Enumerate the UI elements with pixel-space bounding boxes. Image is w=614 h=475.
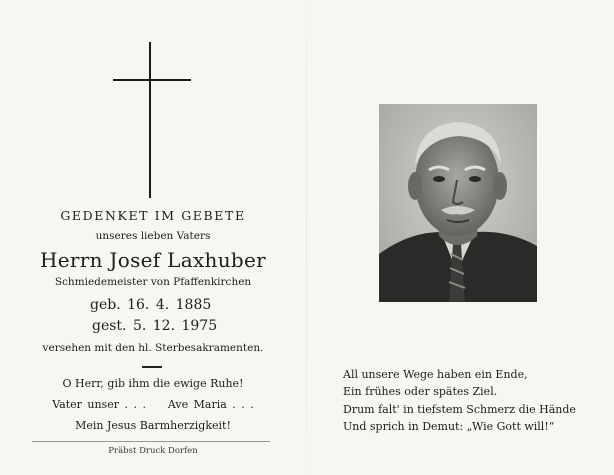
sacraments-note: versehen mit den hl. Sterbesakramenten. — [42, 342, 264, 354]
printer-credit: Präbst Druck Dorfen — [108, 446, 198, 456]
birth-date: geb. 16. 4. 1885 — [90, 297, 212, 313]
occupation: Schmiedemeister von Pfaffenkirchen — [54, 276, 252, 288]
card-fold — [306, 0, 307, 475]
footer-rule — [32, 441, 270, 442]
poem-line: Ein frühes oder spätes Ziel. — [343, 385, 498, 398]
poem-line: Drum falt' in tiefstem Schmerz die Hände — [343, 403, 576, 416]
prayer-line: O Herr, gib ihm die ewige Ruhe! — [62, 377, 244, 390]
poem-line: Und sprich in Demut: „Wie Gott will!“ — [343, 420, 555, 433]
poem-line: All unsere Wege haben ein Ende, — [343, 368, 528, 381]
portrait-photo — [379, 104, 537, 302]
cross-icon — [149, 42, 151, 198]
heading: GEDENKET IM GEBETE — [60, 208, 246, 223]
cross-icon-bar — [113, 79, 191, 81]
divider — [142, 366, 162, 368]
prayer-line: Vater unser . . . Ave Maria . . . — [52, 398, 254, 411]
relation-text: unseres lieben Vaters — [95, 230, 211, 242]
deceased-name: Herrn Josef Laxhuber — [40, 248, 266, 272]
prayer-line: Mein Jesus Barmherzigkeit! — [75, 419, 231, 432]
death-date: gest. 5. 12. 1975 — [92, 318, 218, 334]
